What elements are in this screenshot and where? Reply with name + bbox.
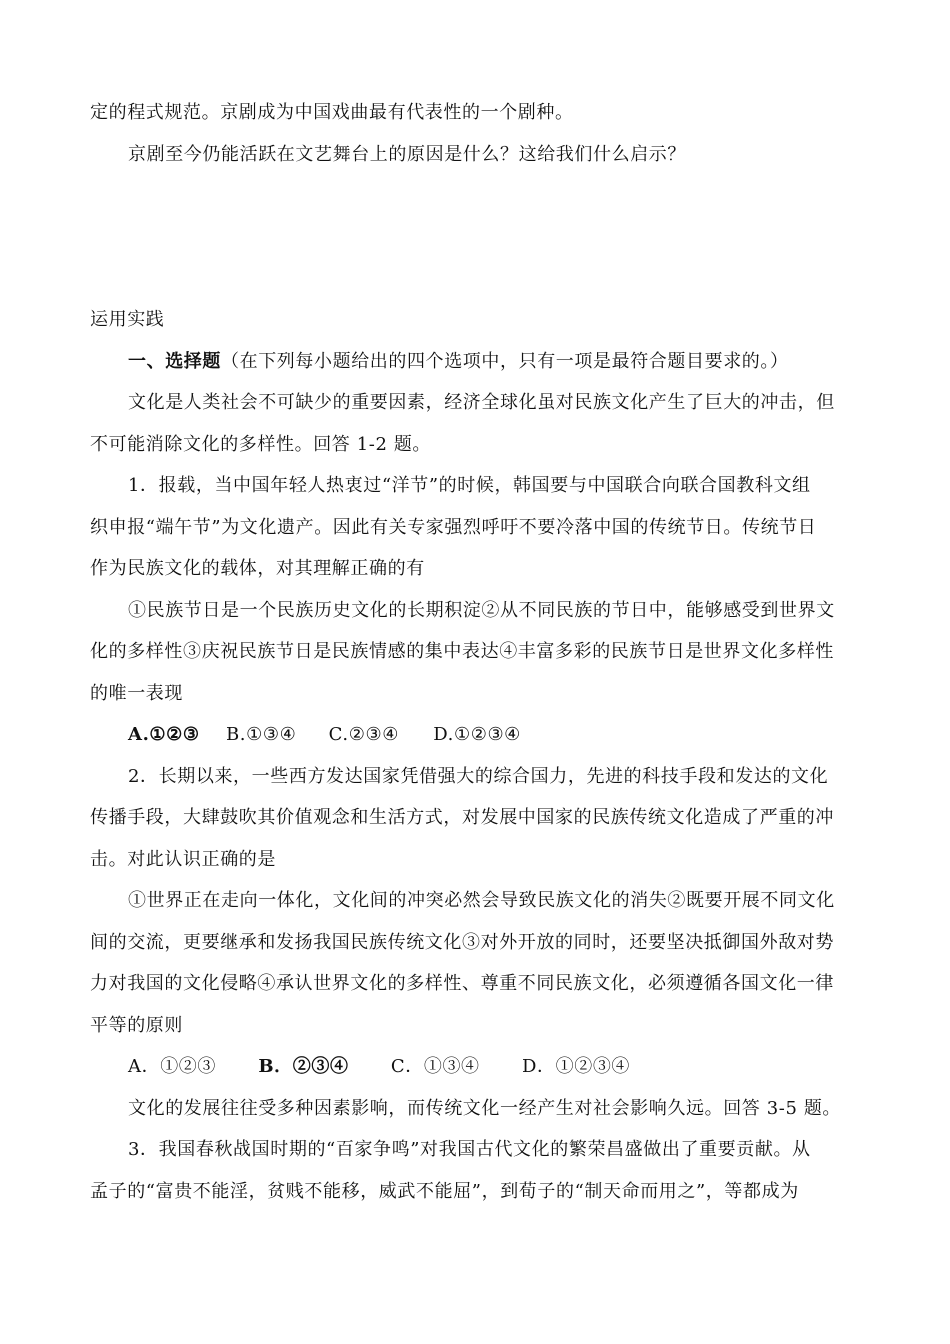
group1-intro-line: 文化是人类社会不可缺少的重要因素，经济全球化虽对民族文化产生了巨大的冲击，但 (128, 392, 835, 413)
q2-options (90, 1046, 862, 1088)
q2-option-b-answer: B．②③④ (258, 1056, 349, 1077)
q2-stem-line: 2．长期以来，一些西方发达国家凭借强大的综合国力，先进的科技手段和发达的文化 (128, 765, 829, 787)
q1-option-d: D.①②③④ (433, 724, 521, 745)
section-note: （在下列每小题给出的四个选项中，只有一项是最符合题目要求的。） (221, 350, 789, 372)
q2-items-line: 力对我国的文化侵略④承认世界文化的多样性、尊重不同民族文化，必须遵循各国文化一律 (90, 973, 834, 994)
intro-text-line: 定的程式规范。京剧成为中国戏曲最有代表性的一个剧种。 (90, 102, 574, 123)
q2-items-line: 平等的原则 (90, 1014, 183, 1036)
q2-stem-line: 击。对此认识正确的是 (90, 848, 276, 870)
section-title: 一、选择题 (128, 350, 221, 372)
q2-stem-line: 传播手段，大肆鼓吹其价值观念和生活方式，对发展中国家的民族传统文化造成了严重的冲 (90, 807, 834, 828)
q1-stem-line: 织申报“端午节”为文化遗产。因此有关专家强烈呼吁不要冷落中国的传统节日。传统节日 (90, 516, 817, 538)
q1-items-line: 的唯一表现 (90, 682, 183, 704)
q2-option-d: D．①②③④ (521, 1056, 631, 1077)
group2-intro-line: 文化的发展往往受多种因素影响，而传统文化一经产生对社会影响久远。回答 3-5 题。 (128, 1097, 842, 1119)
q1-option-c: C.②③④ (328, 724, 399, 745)
q1-option-a-answer: A.①②③ (128, 724, 200, 745)
q1-items-line: 化的多样性③庆祝民族节日是民族情感的集中表达④丰富多彩的民族节日是世界文化多样性 (90, 641, 834, 662)
group1-intro-line: 不可能消除文化的多样性。回答 1-2 题。 (90, 433, 432, 455)
q2-items-line: ①世界正在走向一体化，文化间的冲突必然会导致民族文化的消失②既要开展不同文化 (128, 890, 835, 911)
section-title-line (90, 341, 862, 383)
q1-items-line: ①民族节日是一个民族历史文化的长期积淀②从不同民族的节日中，能够感受到世界文 (128, 599, 835, 621)
q2-items-line: 间的交流，更要继承和发扬我国民族传统文化③对外开放的同时，还要坚决抵御国外敌对势 (90, 931, 834, 953)
q2-option-a: A．①②③ (128, 1056, 216, 1077)
document-page (90, 92, 862, 1212)
q1-option-b: B.①③④ (225, 724, 297, 745)
q1-options (90, 714, 862, 756)
q1-stem-line: 作为民族文化的载体，对其理解正确的有 (90, 558, 425, 579)
q2-option-c: C．①③④ (390, 1056, 480, 1077)
answer-space (90, 175, 862, 299)
q1-stem-line: 1．报载，当中国年轻人热衷过“洋节”的时候，韩国要与中国联合向联合国教科文组 (128, 475, 811, 496)
section-heading: 运用实践 (90, 309, 165, 330)
intro-question: 京剧至今仍能活跃在文艺舞台上的原因是什么？这给我们什么启示？ (128, 143, 686, 165)
q3-stem-line: 孟子的“富贵不能淫，贫贱不能移，威武不能屈”，到荀子的“制天命而用之”，等都成为 (90, 1180, 799, 1202)
q3-stem-line: 3．我国春秋战国时期的“百家争鸣”对我国古代文化的繁荣昌盛做出了重要贡献。从 (128, 1139, 811, 1160)
